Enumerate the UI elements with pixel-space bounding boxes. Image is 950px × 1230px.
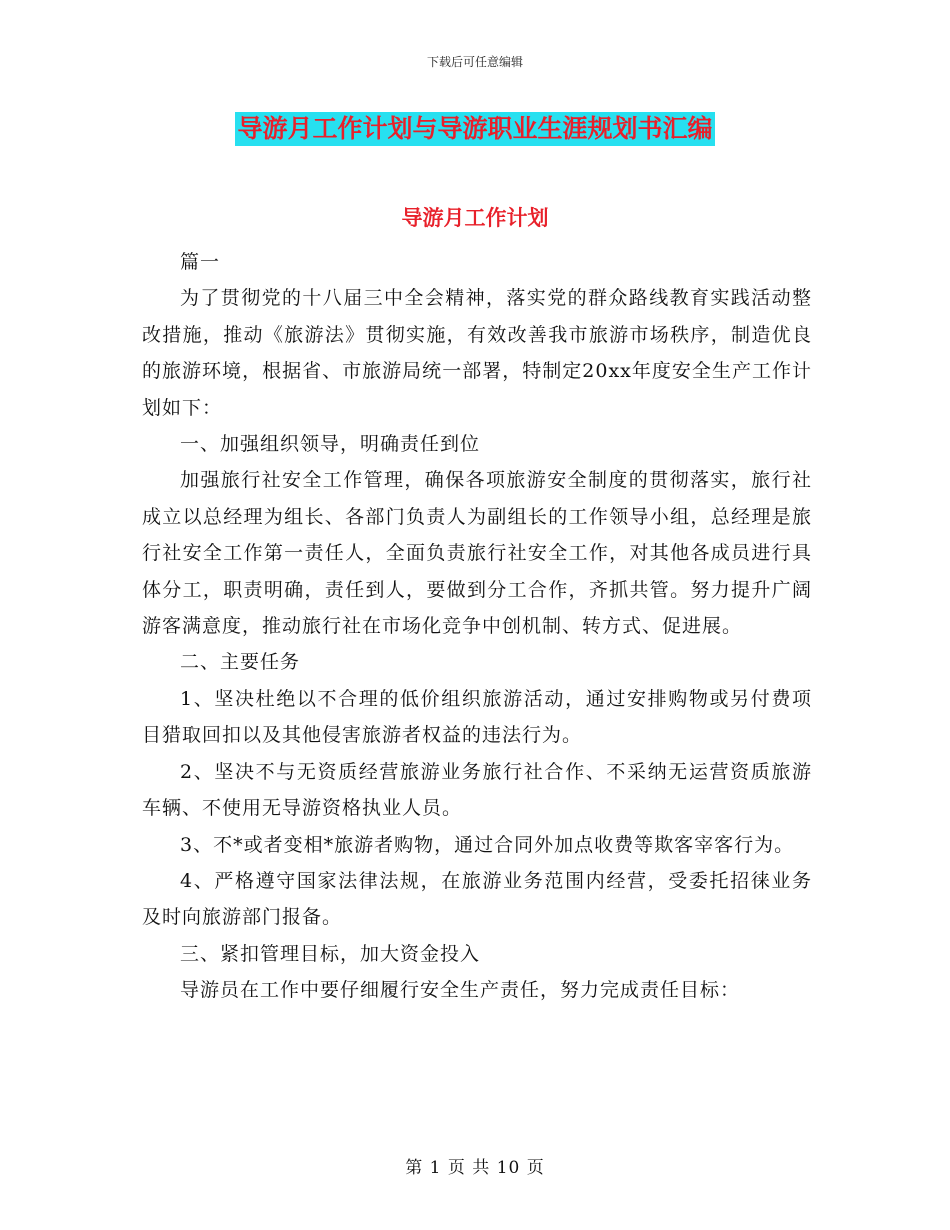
section-title: 导游月工作计划 xyxy=(401,206,549,230)
page-footer: 第 1 页 共 10 页 xyxy=(405,1158,545,1178)
section-heading: 二、主要任务 xyxy=(180,651,301,674)
paragraph: 为了贯彻党的十八届三中全会精神，落实党的群众路线教育实践活动整改措施，推动《旅游法》贯彻实施，有效改善我市旅游市场秩序，制造优良的旅游环境，根据省、市旅游局统一部署，特制定20xx年度安全生产工作计划如下： xyxy=(142,287,812,419)
header-note: 下载后可任意编辑 xyxy=(426,55,523,69)
paragraph: 加强旅行社安全工作管理，确保各项旅游安全制度的贯彻落实，旅行社成立以总经理为组长、各部门负责人为副组长的工作领导小组，总经理是旅行社安全工作第一责任人，全面负责旅行社安全工作，对其他各成员进行具体分工，职责明确，责任到人，要做到分工合作，齐抓共管。努力提升广阔游客满意度，推动旅行社在市场化竞争中创机制、转方式、促进展。 xyxy=(142,469,812,638)
section-heading: 三、紧扣管理目标，加大资金投入 xyxy=(180,942,481,965)
main-title-wrap xyxy=(0,112,950,146)
list-item: 4、严格遵守国家法律法规，在旅游业务范围内经营，受委托招徕业务及时向旅游部门报备。 xyxy=(142,869,812,929)
paragraph: 导游员在工作中要仔细履行安全生产责任，努力完成责任目标： xyxy=(180,979,741,1002)
list-item: 1、坚决杜绝以不合理的低价组织旅游活动，通过安排购物或另付费项目猎取回扣以及其他侵害旅游者权益的违法行为。 xyxy=(142,687,812,747)
list-item: 2、坚决不与无资质经营旅游业务旅行社合作、不采纳无运营资质旅游车辆、不使用无导游资格执业人员。 xyxy=(142,760,812,820)
section-heading: 一、加强组织领导，明确责任到位 xyxy=(180,433,481,456)
document-body xyxy=(142,244,812,1009)
list-item: 3、不*或者变相*旅游者购物，通过合同外加点收费等欺客宰客行为。 xyxy=(180,833,795,856)
document-title: 导游月工作计划与导游职业生涯规划书汇编 xyxy=(235,112,714,146)
paragraph-label: 篇一 xyxy=(180,251,221,273)
